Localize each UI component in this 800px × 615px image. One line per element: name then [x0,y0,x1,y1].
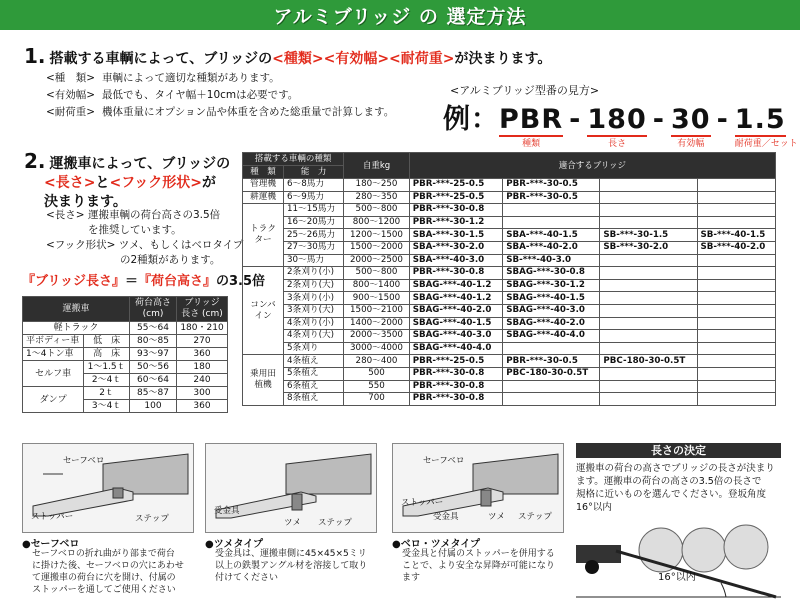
table-row [243,229,776,242]
table-row [243,393,776,406]
section1-heading [24,44,551,68]
power-cell: 4条刈り(大) [284,330,344,343]
section2-definitions: <長さ> 運搬車輌の荷台高さの3.5倍 を推奨しています。 <フック形状> ツメ、もしくはベロタイプ の2種類があります。 [46,209,244,266]
bridge-cell [600,267,697,280]
bridge-cell [697,204,775,217]
power-cell: 3条刈り(大) [284,304,344,317]
power-cell: 30〜馬力 [284,254,344,267]
bridge-cell: SBAG-***-40-3.0 [409,330,503,343]
bridge-cell: SB-***-30-1.5 [600,229,697,242]
bridge-cell: PBR-***-30-0.5 [503,355,600,368]
section1-definitions [46,70,394,121]
label-safe-bero-3: セーフベロ [423,456,465,466]
label-receiver: 受金具 [214,506,240,516]
bridge-cell: SBA-***-30-1.5 [409,229,503,242]
weight-cell: 800〜1400 [344,279,409,292]
label-step-2: ステップ [318,518,352,528]
label-stopper: ストッパー [31,512,74,522]
length-formula: 『ブリッジ長さ』＝『荷台高さ』の3.5倍 [22,274,266,289]
def-hook: <フック形状> ツメ、もしくはベロタイプ [46,239,244,251]
bridge-cell [600,342,697,355]
bridge-cell [697,342,775,355]
diagram-tsume [205,443,377,533]
len-header-height: 荷台高さ (cm) [130,297,177,322]
table-row: 平ボディー車 低 床 80〜85 270 [23,335,228,348]
model-part-width: 30 有効幅 [670,104,711,149]
bridge-cell [697,216,775,229]
bridge-cell: SB-***-40-2.0 [697,241,775,254]
def-length: <長さ> 運搬車輌の荷台高さの3.5倍 [46,209,221,221]
weight-cell: 1200〜1500 [344,229,409,242]
len-header-bridge: ブリッジ長さ (cm) [177,297,228,322]
vehicle-kind: コンバイン [243,267,284,355]
table-row: 1〜4トン車 高 床 93〜97 360 [23,348,228,361]
power-cell: 3条刈り(小) [284,292,344,305]
weight-cell: 3000〜4000 [344,342,409,355]
length-decision-title: 長さの決定 [576,443,781,458]
bridge-cell: SBAG-***-40-4.0 [409,342,503,355]
bridge-cell [503,216,600,229]
bridge-cell: PBR-***-30-0.5 [503,191,600,204]
weight-cell: 2000〜2500 [344,254,409,267]
label-receiver-3: 受金具 [433,512,459,522]
model-part-type: PBR 種類 [499,104,564,149]
diagram-safe-bero [22,443,194,533]
diagram2-text: 受金具は、運搬車側に45×45×5ミリ 以上の鉄製アングル材を溶接して取り 付けてください [215,549,368,583]
bridge-cell: PBR-***-30-0.8 [409,393,503,406]
compatibility-table [242,152,776,406]
model-code-title: <アルミブリッジ型番の見方> [450,84,600,97]
bridge-cell: PBR-***-30-0.8 [409,267,503,280]
section2-heading: 2. 運搬車によって、ブリッジの <長さ>と<フック形状>が 決まります。 [24,149,231,210]
bridge-cell: PBR-***-30-1.2 [409,216,503,229]
bridge-cell: SB-***-40-3.0 [503,254,600,267]
bridge-cell [697,267,775,280]
table-row: 3〜4ｔ 100 360 [23,400,228,413]
bridge-cell: PBR-***-25-0.5 [409,355,503,368]
header-kind: 種 類 [243,166,284,179]
bridge-cell: SBAG-***-40-1.5 [409,317,503,330]
table-row [243,330,776,343]
table-row [243,304,776,317]
bridge-cell [697,355,775,368]
weight-cell: 1400〜2000 [344,317,409,330]
bridge-cell [600,179,697,192]
vehicle-kind: 管理機 [243,179,284,192]
weight-cell: 500〜800 [344,204,409,217]
table-row: 軽トラック 55〜64 180・210 [23,322,228,335]
weight-cell: 280〜350 [344,191,409,204]
bridge-cell [697,330,775,343]
bridge-cell: PBR-***-25-0.5 [409,179,503,192]
bridge-cell [600,317,697,330]
weight-cell: 500 [344,367,409,380]
power-cell: 25〜26馬力 [284,229,344,242]
bridge-cell: PBC-180-30-0.5T [503,367,600,380]
label-claw: ツメ [284,518,301,528]
bridge-cell: SBAG-***-40-1.5 [503,292,600,305]
bridge-cell: SBAG-***-30-1.2 [503,279,600,292]
weight-cell: 280〜400 [344,355,409,368]
bridge-cell: SBAG-***-40-1.2 [409,292,503,305]
table-row [243,179,776,192]
bridge-cell [697,367,775,380]
bridge-cell: SB-***-30-2.0 [600,241,697,254]
angle-label: 16°以内 [658,572,696,583]
bridge-cell: SBAG-***-30-0.8 [503,267,600,280]
table-row [243,267,776,280]
def-width: <有効幅> 最低でも、タイヤ幅＋10cmは必要です。 [46,89,299,101]
power-cell: 5条刈り [284,342,344,355]
diagram3-text: 受金具と付属のストッパーを併用する ことで、より安全な昇降が可能になり ます [402,549,555,583]
bridge-cell [503,204,600,217]
weight-cell: 900〜1500 [344,292,409,305]
table-row: 2〜4ｔ 60〜64 240 [23,374,228,387]
diagram1-title: ●セーフベロ [22,539,80,550]
bridge-cell: SBAG-***-40-2.0 [409,304,503,317]
bridge-cell [600,191,697,204]
bridge-cell: PBR-***-30-0.8 [409,204,503,217]
power-cell: 5条植え [284,367,344,380]
power-cell: 4条刈り(小) [284,317,344,330]
page-title: アルミブリッジ の 選定方法 [273,5,527,28]
bridge-cell [600,292,697,305]
bridge-cell: SBA-***-40-3.0 [409,254,503,267]
bridge-cell [697,292,775,305]
bridge-cell [697,304,775,317]
section1-post: が決まります。 [454,51,552,67]
diagram2-title: ●ツメタイプ [205,539,264,550]
ramp-illustration [576,515,781,610]
weight-cell: 1500〜2000 [344,241,409,254]
diagram-bero-tsume [392,443,564,533]
weight-cell: 550 [344,380,409,393]
header-bridge: 適合するブリッジ [409,153,775,179]
bridge-cell [600,204,697,217]
bridge-cell: SBAG-***-40-3.0 [503,304,600,317]
bridge-cell [503,393,600,406]
label-step: ステップ [135,514,169,524]
label-claw-3: ツメ [488,512,505,522]
table-row [243,204,776,217]
diagram3-title: ●ベロ・ツメタイプ [392,539,481,550]
bridge-cell [600,380,697,393]
bridge-cell: SBAG-***-40-4.0 [503,330,600,343]
header-power: 能 力 [284,166,344,179]
label-step-3: ステップ [518,512,552,522]
def-type: <種 類> 車輌によって適切な種類があります。 [46,72,280,84]
bridge-cell: SBA-***-40-1.5 [503,229,600,242]
label-stopper-3: ストッパー [401,498,444,508]
table-row [243,367,776,380]
table-row: ダンプ 2ｔ 85〜87 300 [23,387,228,400]
bridge-cell: PBR-***-30-0.8 [409,367,503,380]
power-cell: 27〜30馬力 [284,241,344,254]
bridge-cell: SBAG-***-40-1.2 [409,279,503,292]
vehicle-kind: トラクター [243,204,284,267]
table-row [243,355,776,368]
table-row [243,216,776,229]
bridge-cell [600,279,697,292]
bridge-cell: SBA-***-30-2.0 [409,241,503,254]
bridge-cell [697,191,775,204]
weight-cell: 1500〜2100 [344,304,409,317]
table-row [243,241,776,254]
table-row [243,380,776,393]
bridge-cell [697,254,775,267]
power-cell: 8条植え [284,393,344,406]
header-weight: 自重kg [344,153,409,179]
weight-cell: 180〜250 [344,179,409,192]
table-row [243,292,776,305]
def-load: <耐荷重> 機体重量にオプション品や体重を含めた総重量で計算します。 [46,106,395,118]
power-cell: 2条刈り(小) [284,267,344,280]
power-cell: 6条植え [284,380,344,393]
table-row: セルフ車 1〜1.5ｔ 50〜56 180 [23,361,228,374]
bridge-cell [697,317,775,330]
weight-cell: 2000〜3500 [344,330,409,343]
bridge-cell [697,179,775,192]
diagram1-text: セーフベロの折れ曲がり部まで荷台 に掛けた後、セーフベロの穴にあわせ て運搬車の荷台に穴を開け、付属の ストッパーを通してご使用ください [32,549,184,595]
model-part-length: 180 長さ [587,104,647,149]
weight-cell: 700 [344,393,409,406]
section1-red: <種類><有効幅><耐荷重> [272,51,455,67]
label-safe-bero: セーフベロ [63,456,105,466]
bridge-cell: PBC-180-30-0.5T [600,355,697,368]
bridge-cell: SBAG-***-40-2.0 [503,317,600,330]
bridge-cell: SBA-***-40-2.0 [503,241,600,254]
power-cell: 16〜20馬力 [284,216,344,229]
table-row [243,254,776,267]
bridge-cell [600,254,697,267]
section2-number: 2. [24,149,46,173]
bridge-cell [600,367,697,380]
power-cell: 11〜15馬力 [284,204,344,217]
title-banner [0,0,800,30]
power-cell: 6〜8馬力 [284,179,344,192]
bridge-cell [600,330,697,343]
table-row [243,317,776,330]
model-prefix: 例： [443,104,499,135]
power-cell: 6〜9馬力 [284,191,344,204]
bridge-cell [503,342,600,355]
bridge-cell: PBR-***-30-0.8 [409,380,503,393]
weight-cell: 500〜800 [344,267,409,280]
bridge-cell [600,304,697,317]
section1-number: 1. [24,44,46,68]
bridge-cell: SB-***-40-1.5 [697,229,775,242]
table-row [243,342,776,355]
bridge-cell: PBR-***-25-0.5 [409,191,503,204]
model-part-load: 1.5 耐荷重／セット [734,104,798,149]
weight-cell: 800〜1200 [344,216,409,229]
table-row [243,279,776,292]
power-cell: 2条刈り(大) [284,279,344,292]
len-header-vehicle: 運搬車 [23,297,130,322]
bridge-cell [600,393,697,406]
model-code-example: 例：PBR 種類 - 180 長さ - 30 有効幅 - 1.5 耐荷重／セット [443,104,798,149]
power-cell: 4条植え [284,355,344,368]
bridge-cell [600,216,697,229]
bridge-cell [697,279,775,292]
vehicle-kind: 耕運機 [243,191,284,204]
bridge-cell: PBR-***-30-0.5 [503,179,600,192]
length-decision-text: 運搬車の荷台の高さでブリッジの長さが決まり ます。運搬車の荷台の高さの3.5倍の長さで 規格に近いものを選んでください。登坂角度 16°以内 [576,463,775,513]
table-row [243,191,776,204]
length-table [22,296,228,413]
header-kind-title: 搭載する車輌の種類 [243,153,344,166]
bridge-cell [503,380,600,393]
vehicle-kind: 乗用田植機 [243,355,284,405]
section1-pre: 搭載する車輌によって、ブリッジの [49,51,273,67]
bridge-cell [697,380,775,393]
bridge-cell [697,393,775,406]
